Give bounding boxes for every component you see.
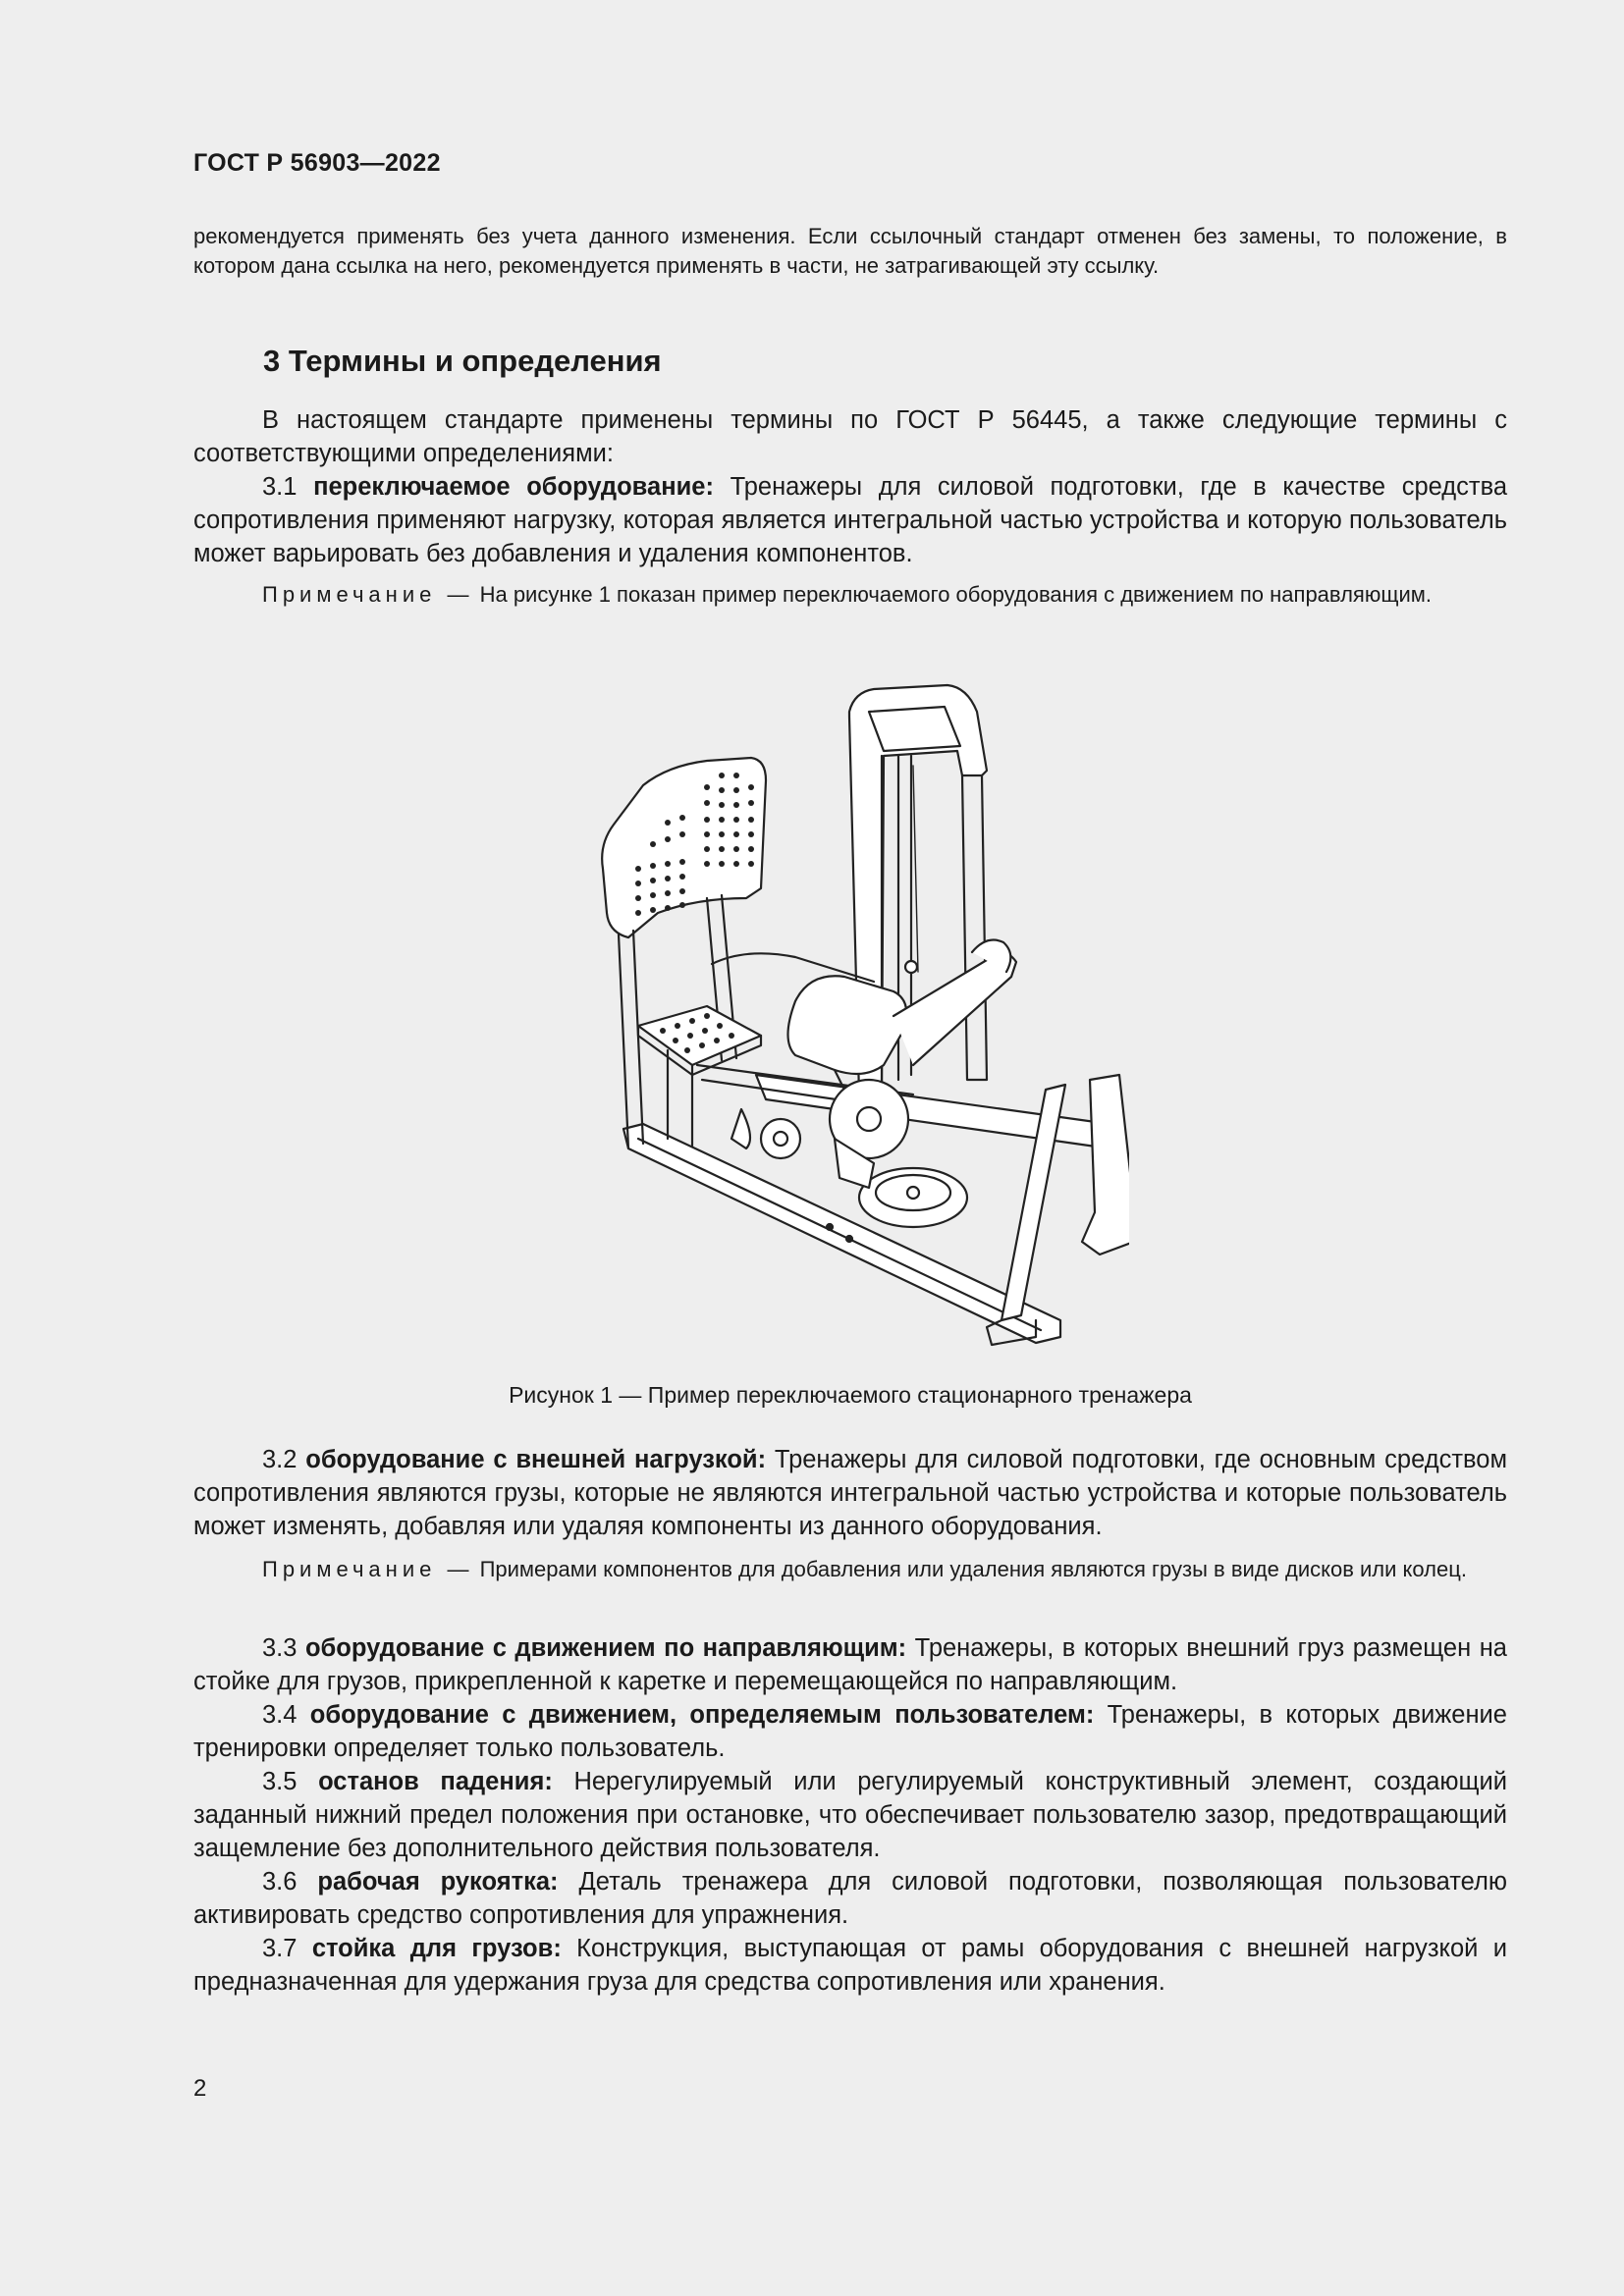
term-number: 3.5 [262,1768,298,1795]
figure-caption: Рисунок 1 — Пример переключаемого стационарного тренажера [509,1382,1192,1408]
page-number: 2 [193,2075,207,2102]
term-name: оборудование с внешней нагрузкой: [305,1446,767,1473]
term-name: оборудование с движением по направляющим: [304,1634,907,1662]
term-name: останов падения: [318,1768,553,1795]
running-header: ГОСТ Р 56903—2022 [193,149,441,177]
term-definition: Тренажеры для силовой подготовки, где в качестве средства сопротивления применяют нагрузку, которая является интегральной частью устройства и которую пользователь может варьировать без добавления и удаления компонентов. [193,473,1508,567]
term-number: 3.4 [262,1701,298,1729]
term-number: 3.1 [262,473,298,501]
term-3-6 [193,1865,1507,1932]
term-3-2-block [193,1443,1507,1543]
note-2-block [193,1555,1507,1584]
term-name: оборудование с движением, определяемым пользователем: [309,1701,1095,1729]
note-1 [193,580,1507,610]
term-name: переключаемое оборудование: [313,473,714,501]
terms-3-3-to-3-7-block [193,1631,1507,1999]
note-text: На рисунке 1 показан пример переключаемого оборудования с движением по направляющим. [479,582,1432,607]
term-3-1 [193,470,1507,570]
term-name: рабочая рукоятка: [317,1868,559,1896]
note-label: Примечание — [262,1557,474,1581]
term-number: 3.3 [262,1634,298,1662]
figure-1-machine-illustration [599,677,1129,1355]
section-lead-block [193,403,1507,570]
term-definition: Конструкция, выступающая от рамы оборудования с внешней нагрузкой и предназначенная для удержания груза для средства сопротивления или хранения. [193,1935,1507,1996]
note-label: Примечание — [262,582,474,607]
intro-paragraph-block [193,222,1507,281]
term-name: стойка для грузов: [311,1935,562,1962]
term-number: 3.7 [262,1935,298,1962]
term-definition: Деталь тренажера для силовой подготовки, позволяющая пользователю активировать средство сопротивления для упражнения. [193,1868,1508,1929]
term-3-3 [193,1631,1507,1698]
section-lead: В настоящем стандарте применены термины по ГОСТ Р 56445, а также следующие термины с соответствующими определениями: [193,406,1507,467]
term-definition: Тренажеры, в которых внешний груз размещен на стойке для грузов, прикрепленной к каретке и перемещающейся по направляющим. [193,1634,1507,1695]
intro-paragraph: рекомендуется применять без учета данного изменения. Если ссылочный стандарт отменен без замены, то положение, в котором дана ссылка на него, рекомендуется применять в части, не затрагивающей эту ссылку. [193,224,1507,278]
term-definition: Нерегулируемый или регулируемый конструктивный элемент, создающий заданный нижний предел положения при остановке, что обеспечивает пользователю зазор, предотвращающий защемление без дополнительного действия пользователя. [193,1768,1507,1862]
term-number: 3.2 [262,1446,298,1473]
term-number: 3.6 [262,1868,298,1896]
note-2 [193,1555,1507,1584]
term-3-5 [193,1765,1507,1865]
term-3-2 [193,1443,1507,1543]
term-definition: Тренажеры, в которых движение тренировки определяет только пользователь. [193,1701,1507,1762]
note-1-block [193,580,1507,610]
term-3-4 [193,1698,1507,1765]
note-text: Примерами компонентов для добавления или удаления являются грузы в виде дисков или колец. [479,1557,1467,1581]
exercise-machine-drawing [599,677,1129,1355]
term-3-7 [193,1932,1507,1999]
section-title: 3 Термины и определения [263,344,662,378]
term-definition: Тренажеры для силовой подготовки, где основным средством сопротивления являются грузы, которые не являются интегральной частью устройства и которые пользователь может изменять, добавляя или удаляя компоненты из данного оборудования. [193,1446,1507,1540]
